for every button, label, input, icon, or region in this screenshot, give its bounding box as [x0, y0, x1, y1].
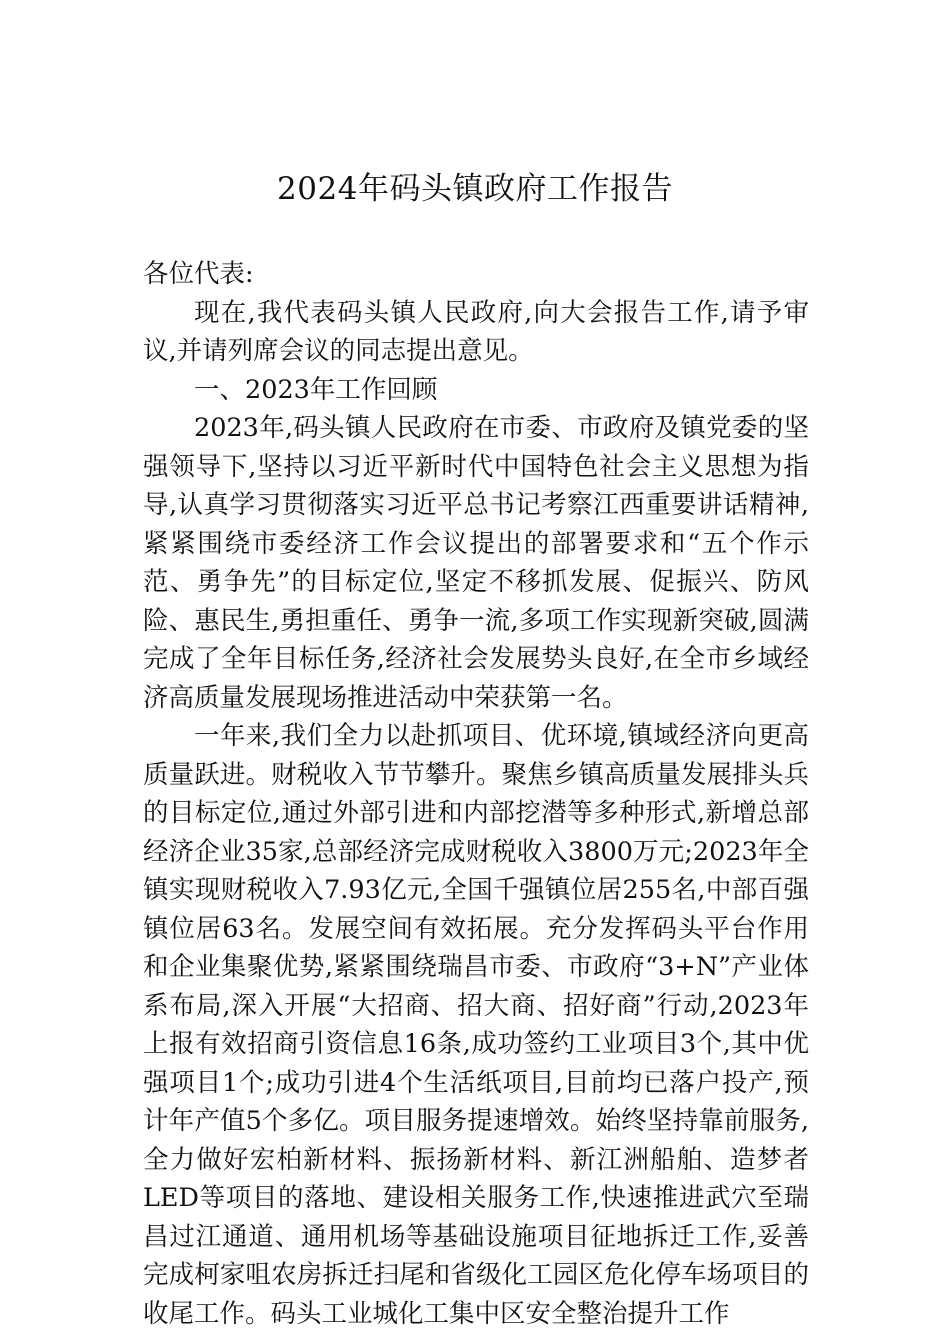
document-body	[143, 255, 809, 1333]
paragraph-overview: 2023年,码头镇人民政府在市委、市政府及镇党委的坚强领导下,坚持以习近平新时代中国特色社会主义思想为指导,认真学习贯彻落实习近平总书记考察江西重要讲话精神,紧紧围绕市委经济工作会议提出的部署要求和“五个作示范、勇争先”的目标定位,坚定不移抓发展、促振兴、防风险、惠民生,勇担重任、勇争一流,多项工作实现新突破,圆满完成了全年目标任务,经济社会发展势头良好,在全市乡域经济高质量发展现场推进活动中荣获第一名。	[143, 413, 809, 713]
paragraph-projects: 一年来,我们全力以赴抓项目、优环境,镇域经济向更高质量跃进。财税收入节节攀升。聚焦乡镇高质量发展排头兵的目标定位,通过外部引进和内部挖潜等多种形式,新增总部经济企业35家,总部经济完成财税收入3800万元;2023年全镇实现财税收入7.93亿元,全国千强镇位居255名,中部百强镇位居63名。发展空间有效拓展。充分发挥码头平台作用和企业集聚优势,紧紧围绕瑞昌市委、市政府“3+N”产业体系布局,深入开展“大招商、招大商、招好商”行动,2023年上报有效招商引资信息16条,成功签约工业项目3个,其中优强项目1个;成功引进4个生活纸项目,目前均已落户投产,预计年产值5个多亿。项目服务提速增效。始终坚持靠前服务,全力做好宏柏新材料、振扬新材料、新江洲船舶、造梦者LED等项目的落地、建设相关服务工作,快速推进武穴至瑞昌过江通道、通用机场等基础设施项目征地拆迁工作,妥善完成柯家咀农房拆迁扫尾和省级化工园区危化停车场项目的收尾工作。码头工业城化工集中区安全整治提升工作	[143, 721, 809, 1329]
paragraph-intro: 现在,我代表码头镇人民政府,向大会报告工作,请予审议,并请列席会议的同志提出意见。	[143, 297, 809, 366]
section-heading: 一、2023年工作回顾	[194, 374, 438, 405]
salutation: 各位代表:	[143, 259, 254, 289]
document-title: 2024年码头镇政府工作报告	[277, 171, 673, 207]
